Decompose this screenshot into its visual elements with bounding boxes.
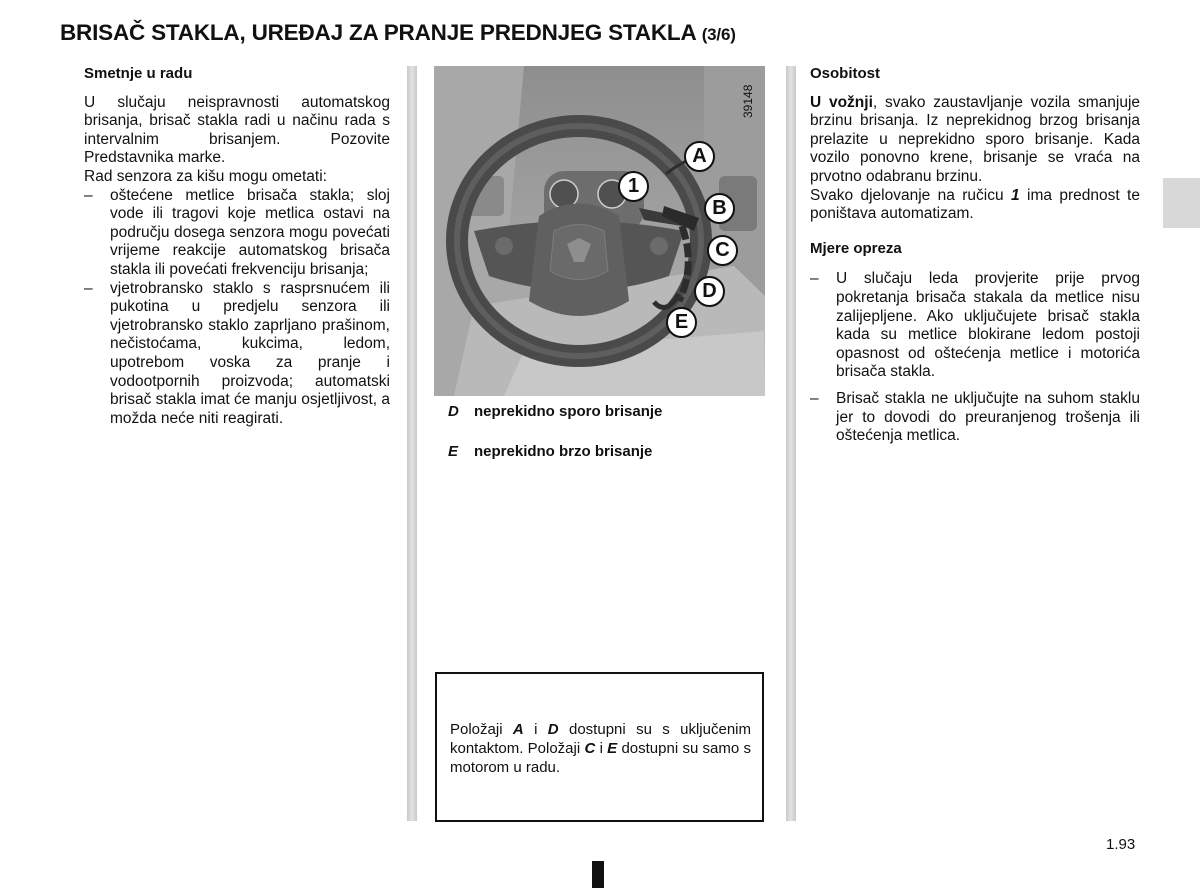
right-column [810, 65, 1140, 446]
figure-label-1: 1 [618, 171, 649, 202]
legend-item-d [448, 403, 662, 420]
figure-label-E: E [666, 307, 697, 338]
note-box [435, 672, 764, 822]
paragraph-driving: U vožnji, svako zaustavljanje vozila smanjuje brzinu brisanja. Iz neprekidnog brzog brisanja prelazite u neprekidno sporo brisanje. Kada vozilo ponovno krene, brisanje se vraća na prvotno odabranu brzinu. [810, 93, 1141, 185]
figure-number [736, 70, 758, 120]
page-title [60, 20, 736, 46]
paragraph-rain-sensor: Rad senzora za kišu mogu ometati: [84, 167, 327, 185]
left-column [84, 65, 390, 428]
section-heading-malfunction: Smetnje u radu [84, 65, 193, 82]
legend-text: neprekidno brzo brisanje [474, 443, 653, 460]
list-item [810, 390, 1140, 446]
dash-marker: – [84, 186, 93, 204]
paragraph-malfunction: U slučaju neispravnosti automatskog brisanja, brisač stakla radi u načinu rada s intervalnim brisanjem. Pozovite Predstavnika marke. [84, 93, 390, 167]
legend-key: E [448, 443, 459, 460]
note-text: Položaji A i D dostupni su s uključenim kontaktom. Položaji C i E dostupni su samo s motorom u radu. [450, 721, 752, 776]
section-heading-precautions: Mjere opreza [810, 239, 902, 257]
title-text: BRISAČ STAKLA, UREĐAJ ZA PRANJE PREDNJEG STAKLA [60, 20, 696, 45]
legend-item-e [448, 443, 652, 460]
list-item-text: Brisač stakla ne uključujte na suhom staklu jer to dovodi do preuranjenog trošenja ili oštećenja metlica. [836, 389, 1140, 445]
steering-wheel-illustration [434, 66, 765, 396]
legend-key: D [448, 403, 459, 420]
figure-number-text: 39148 [741, 84, 755, 118]
page-number: 1.93 [1106, 836, 1136, 853]
steering-wheel-photo [434, 66, 765, 396]
figure-label-C: C [707, 235, 738, 266]
title-part: (3/6) [701, 25, 736, 44]
legend-text: neprekidno sporo brisanje [474, 403, 663, 420]
figure-label-B: B [704, 193, 735, 224]
list-item-text: vjetrobransko staklo s rasprsnućem ili pukotina u predjelu senzora ili vjetrobransko staklo zaprljano prašinom, nečistoćama, kukcima, ledom, upotrebom voska za pranje i vodootpornih proizvoda; automatski brisač stakla imat će manju osjetljivost, a možda neće niti reagirati. [110, 279, 390, 427]
section-tab [1163, 178, 1200, 228]
list-item [84, 187, 390, 280]
list-item [84, 280, 390, 429]
figure-label-A: A [684, 141, 715, 172]
dash-marker: – [84, 279, 93, 297]
section-heading-particularity: Osobitost [810, 65, 880, 82]
figure-label-D: D [694, 276, 725, 307]
column-separator-left [407, 66, 417, 821]
list-item [810, 270, 1140, 382]
page-marker [592, 861, 604, 888]
list-item-text: oštećene metlice brisača stakla; sloj vode ili tragovi koje metlica ostavi na području dosega senzora mogu povećati vrijeme reakcije automatskog brisača stakla ili povećati frekvenciju brisanja; [110, 186, 390, 278]
column-separator-right [786, 66, 796, 821]
dash-marker: – [810, 270, 819, 288]
dash-marker: – [810, 389, 819, 407]
list-item-text: U slučaju leda provjerite prije prvog pokretanja brisača stakala da metlice nisu zalijepljene. Ako uključujete brisač stakla kada su metlice blokirane ledom postoji opasnost od oštećenja metlice i motorića brisača stakla. [836, 270, 1140, 381]
paragraph-lever: Svako djelovanje na ručicu 1 ima prednost te poništava automatizam. [810, 186, 1140, 223]
